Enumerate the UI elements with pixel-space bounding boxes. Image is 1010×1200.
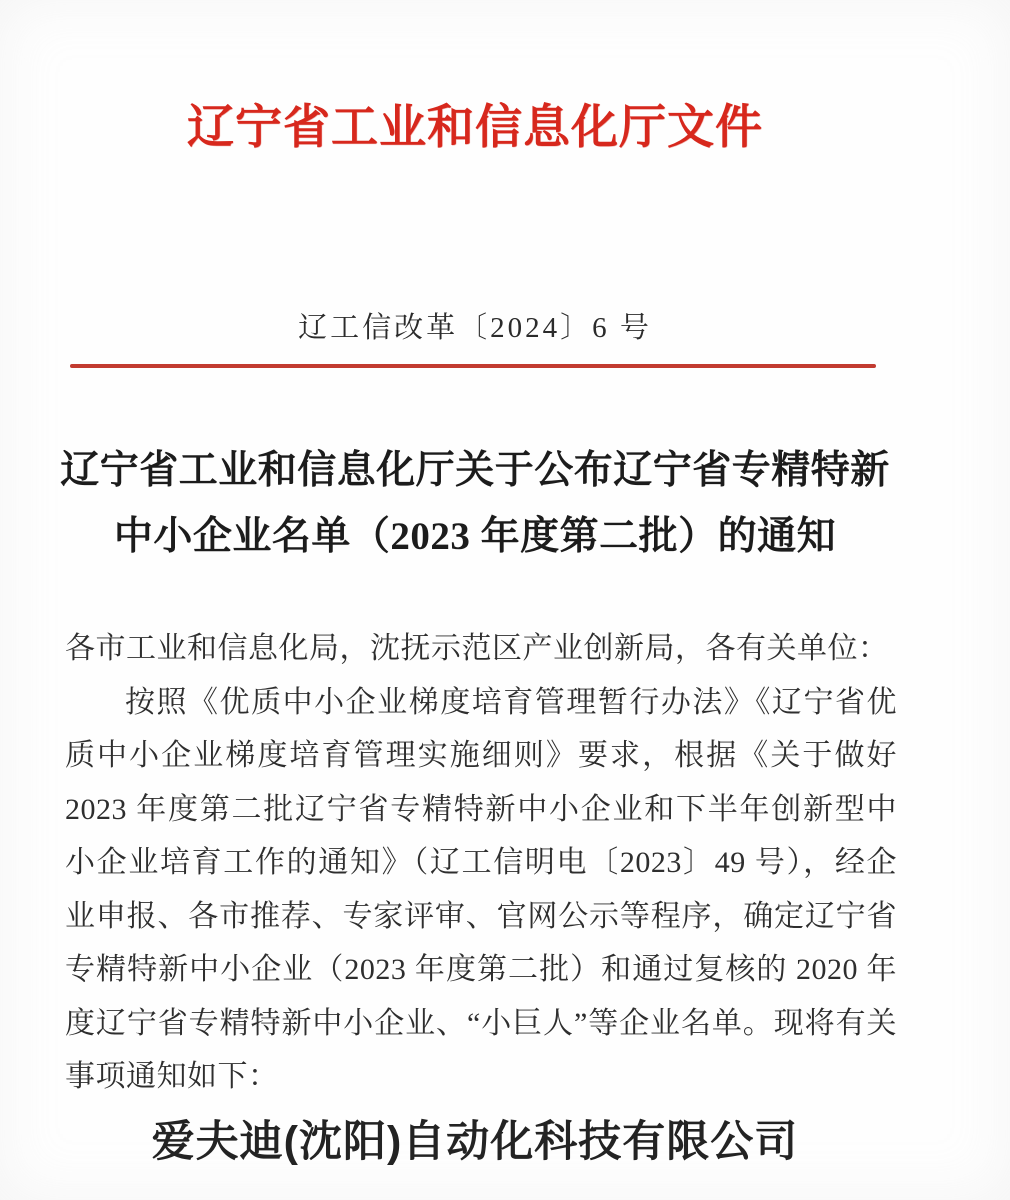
document-header-title: 辽宁省工业和信息化厅文件 <box>187 102 763 154</box>
document-title-line1: 辽宁省工业和信息化厅关于公布辽宁省专精特新 <box>60 449 890 492</box>
company-name: 爱夫迪(沈阳)自动化科技有限公司 <box>151 1118 799 1166</box>
document-title <box>0 438 950 570</box>
document-body <box>65 622 897 1104</box>
document-number: 辽工信改革〔2024〕6 号 <box>298 312 652 344</box>
document-title-line2: 中小企业名单（2023 年度第二批）的通知 <box>113 515 837 558</box>
salutation-line: 各市工业和信息化局，沈抚示范区产业创新局，各有关单位： <box>65 632 889 665</box>
body-paragraph: 按照《优质中小企业梯度培育管理暂行办法》《辽宁省优质中小企业梯度培育管理实施细则》要求，根据《关于做好 2023 年度第二批辽宁省专精特新中小企业和下半年创新型中小企业培育工作的通知》（辽工信明电〔2023〕49 号），经企业申报、各市推荐、专家评审、官网公示等程序，确定辽宁省专精特新中小企业（2023 年度第二批）和通过复核的 2020 年度辽宁省专精特新中小企业、“小巨人”等企业名单。现将有关事项通知如下： <box>65 685 897 1093</box>
red-divider-line <box>70 364 876 368</box>
